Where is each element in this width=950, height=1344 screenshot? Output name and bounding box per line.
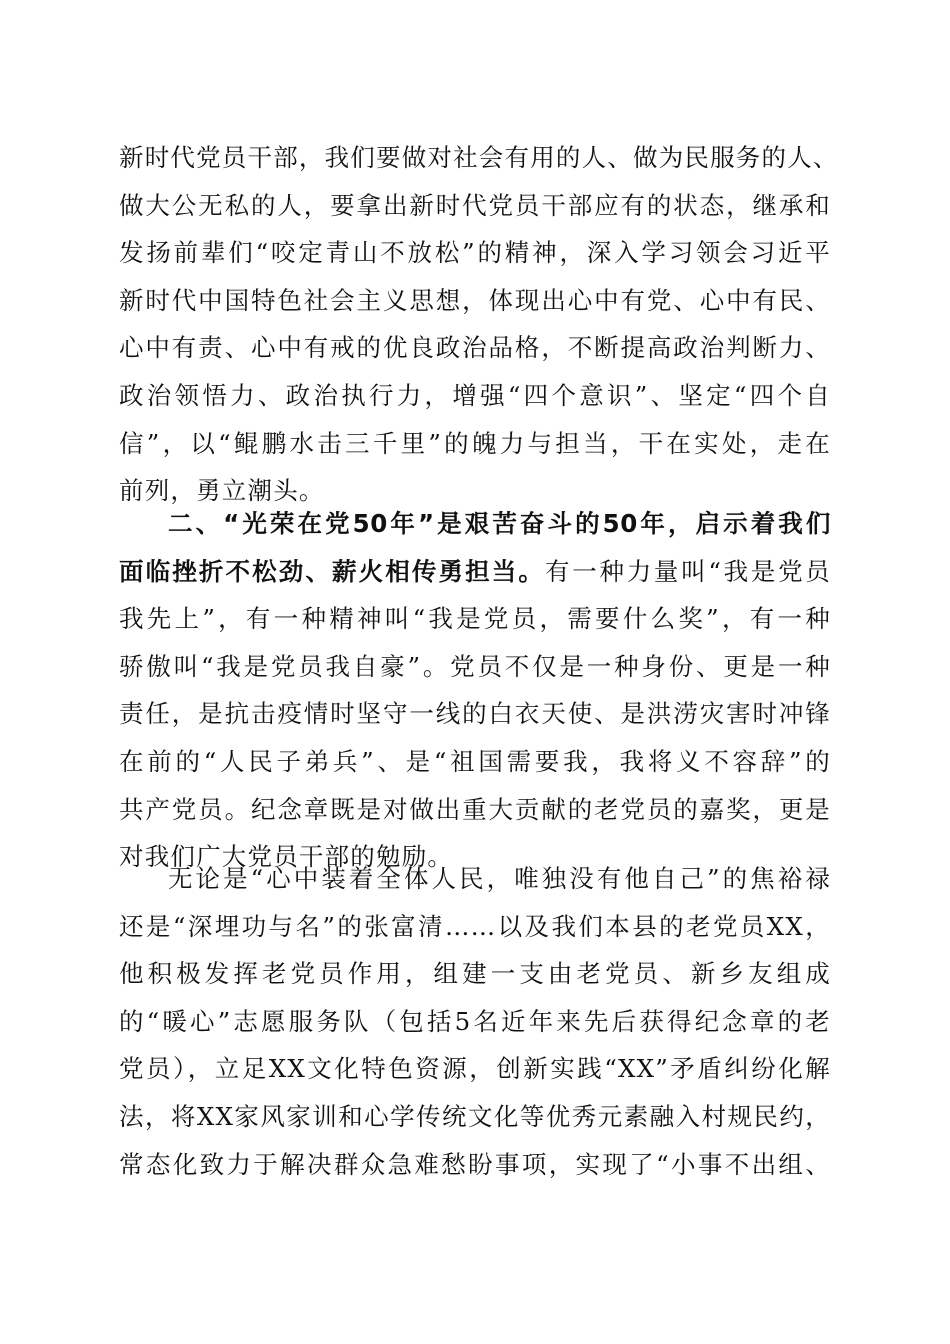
- paragraph-line: 政治领悟力、政治执行力，增强“四个意识”、坚定“四个自: [119, 380, 831, 410]
- paragraph-line: 做大公无私的人，要拿出新时代党员干部应有的状态，继承和: [119, 190, 831, 220]
- paragraph-line: 发扬前辈们“咬定青山不放松”的精神，深入学习领会习近平: [119, 238, 831, 268]
- paragraph-line: 还是“深埋功与名”的张富清……以及我们本县的老党员XX，: [119, 911, 831, 941]
- paragraph-line: 我先上”，有一种精神叫“我是党员，需要什么奖”，有一种: [119, 604, 831, 634]
- paragraph-line: 的“暖心”志愿服务队（包括5名近年来先后获得纪念章的老: [119, 1006, 831, 1036]
- paragraph-2: [119, 500, 831, 881]
- paragraph-line: 常态化致力于解决群众急难愁盼事项，实现了“小事不出组、: [119, 1149, 831, 1179]
- paragraph-line: 前列，勇立潮头。: [119, 476, 325, 506]
- paragraph-3: [119, 855, 831, 1188]
- paragraph-line: [119, 548, 831, 596]
- paragraph-line: 法，将XX家风家训和心学传统文化等优秀元素融入村规民约，: [119, 1101, 831, 1131]
- paragraph-line: 心中有责、心中有戒的优良政治品格，不断提高政治判断力、: [119, 333, 831, 363]
- paragraph-line: 骄傲叫“我是党员我自豪”。党员不仅是一种身份、更是一种: [119, 651, 831, 681]
- section-heading-tail: 面临挫折不松劲、薪火相传勇担当。: [119, 556, 546, 586]
- paragraph-1: [119, 134, 839, 515]
- paragraph-line: 新时代中国特色社会主义思想，体现出心中有党、心中有民、: [119, 285, 831, 315]
- paragraph-line: 他积极发挥老党员作用，组建一支由老党员、新乡友组成: [119, 959, 831, 989]
- paragraph-line-rest: 有一种力量叫“我是党员: [545, 556, 831, 586]
- section-heading-line: 二、“光荣在党50年”是艰苦奋斗的50年，启示着我们: [168, 509, 831, 538]
- paragraph-line: 责任，是抗击疫情时坚守一线的白衣天使、是洪涝灾害时冲锋: [119, 699, 831, 729]
- paragraph-line: 共产党员。纪念章既是对做出重大贡献的老党员的嘉奖，更是: [119, 794, 831, 824]
- paragraph-line: 信”，以“鲲鹏水击三千里”的魄力与担当，干在实处，走在: [119, 428, 831, 458]
- paragraph-line: 在前的“人民子弟兵”、是“祖国需要我，我将义不容辞”的: [119, 746, 831, 776]
- paragraph-line: 新时代党员干部，我们要做对社会有用的人、做为民服务的人、: [119, 143, 839, 172]
- paragraph-line: 无论是“心中装着全体人民，唯独没有他自己”的焦裕禄: [168, 864, 831, 893]
- paragraph-line: 对我们广大党员干部的勉励。: [119, 842, 454, 872]
- paragraph-line: 党员），立足XX文化特色资源，创新实践“XX”矛盾纠纷化解: [119, 1054, 831, 1084]
